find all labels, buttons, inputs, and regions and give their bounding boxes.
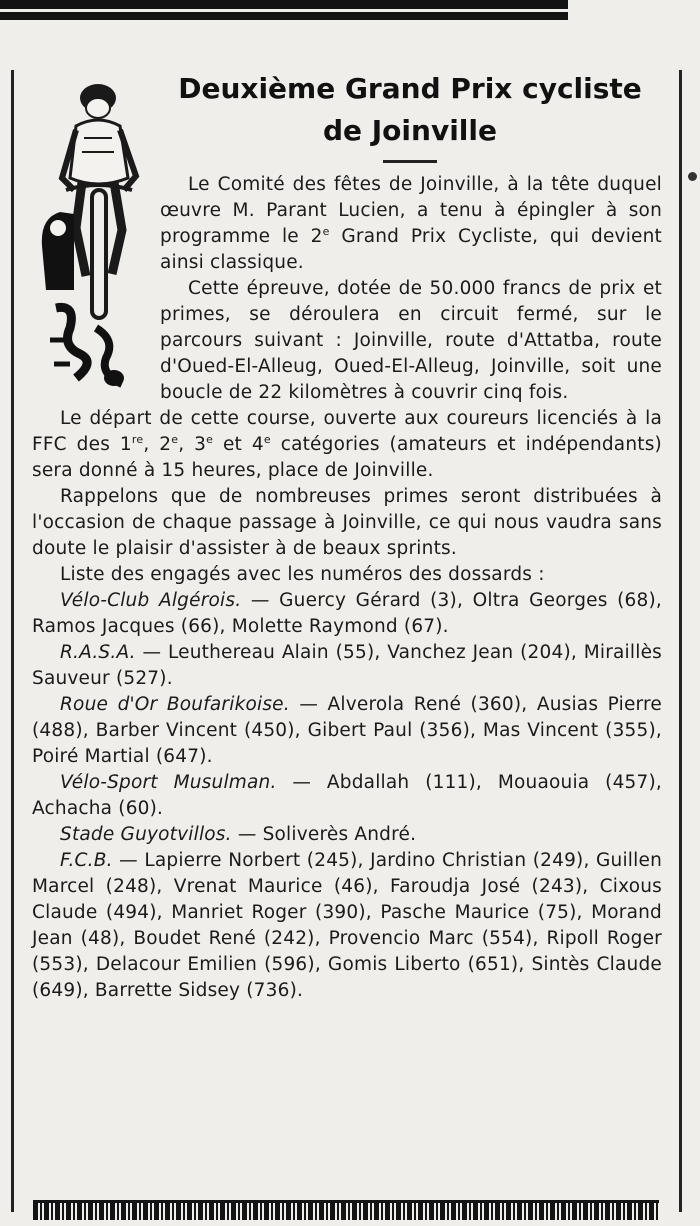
club-name: R.A.S.A. [60, 642, 136, 663]
headline-line-2: de Joinville [322, 114, 497, 147]
headline-line-1: Deuxième Grand Prix cycliste [178, 72, 642, 105]
club-riders: — Leuthereau Alain (55), Vanchez Jean (204), Miraillès Sauveur (527). [32, 642, 662, 689]
column-rule-left [11, 70, 14, 1212]
headline-rule [383, 160, 437, 163]
club-entry [32, 822, 662, 848]
article-body [32, 172, 662, 1004]
paragraph-route: Cette épreuve, dotée de 50.000 francs de prix et primes, se déroulera en circuit fermé, sur le parcours suivant : Joinville, route d'Attatba, route d'Oued-El-Alleug, Oued-El-Alleug, Joinville, soit une boucle de 22 kilomètres à couvrir cinq fois. [160, 278, 662, 403]
club-name: Roue d'Or Boufarikoise. [60, 694, 290, 715]
paragraph-start: Le départ de cette course, ouverte aux coureurs licenciés à la FFC des 1re, 2e, 3e et 4e catégories (amateurs et indépendants) sera donné à 15 heures, place de Joinville. [32, 408, 662, 481]
paragraph-intro: Le Comité des fêtes de Joinville, à la tête duquel œuvre M. Parant Lucien, a tenu à épingler à son programme le 2e Grand Prix Cycliste, qui devient ainsi classique. [160, 174, 662, 273]
club-entry [32, 640, 662, 692]
club-riders: — Alverola René (360), Ausias Pierre (488), Barber Vincent (450), Gibert Paul (356), Mas Vincent (355), Poiré Martial (647). [32, 694, 662, 767]
club-entry [32, 692, 662, 770]
club-name: Stade Guyotvillos. [60, 824, 232, 845]
club-riders: — Guercy Gérard (3), Oltra Georges (68), Ramos Jacques (66), Molette Raymond (67). [32, 590, 662, 637]
illustration-space [32, 172, 160, 394]
paragraph-list-intro: Liste des engagés avec les numéros des dossards : [60, 564, 545, 585]
club-name: Vélo-Club Algérois. [60, 590, 242, 611]
paragraph-primes: Rappelons que de nombreuses primes seront distribuées à l'occasion de chaque passage à Joinville, ce qui nous vaudra sans doute le plaisir d'assister à de beaux sprints. [32, 486, 662, 559]
club-name: F.C.B. [60, 850, 113, 871]
club-riders: — Lapierre Norbert (245), Jardino Christian (249), Guillen Marcel (248), Vrenat Maurice (46), Faroudja José (243), Cixous Claude (494), Manriet Roger (390), Pasche Maurice (75), Morand Jean (48), Boudet René (242), Provencio Marc (554), Ripoll Roger (553), Delacour Emilien (596), Gomis Liberto (651), Sintès Claude (649), Barrette Sidsey (736). [32, 850, 662, 1001]
club-entry [32, 588, 662, 640]
print-speck [688, 172, 697, 181]
bottom-border-rule [33, 1200, 659, 1220]
column-rule-right [679, 70, 682, 1212]
article-headline [160, 68, 660, 152]
club-riders: — Soliverès André. [231, 824, 417, 845]
club-name: Vélo-Sport Musulman. [60, 772, 277, 793]
club-entry [32, 848, 662, 1004]
top-border-rule [0, 0, 568, 20]
club-entry [32, 770, 662, 822]
club-riders: — Abdallah (111), Mouaouia (457), Achacha (60). [32, 772, 662, 819]
